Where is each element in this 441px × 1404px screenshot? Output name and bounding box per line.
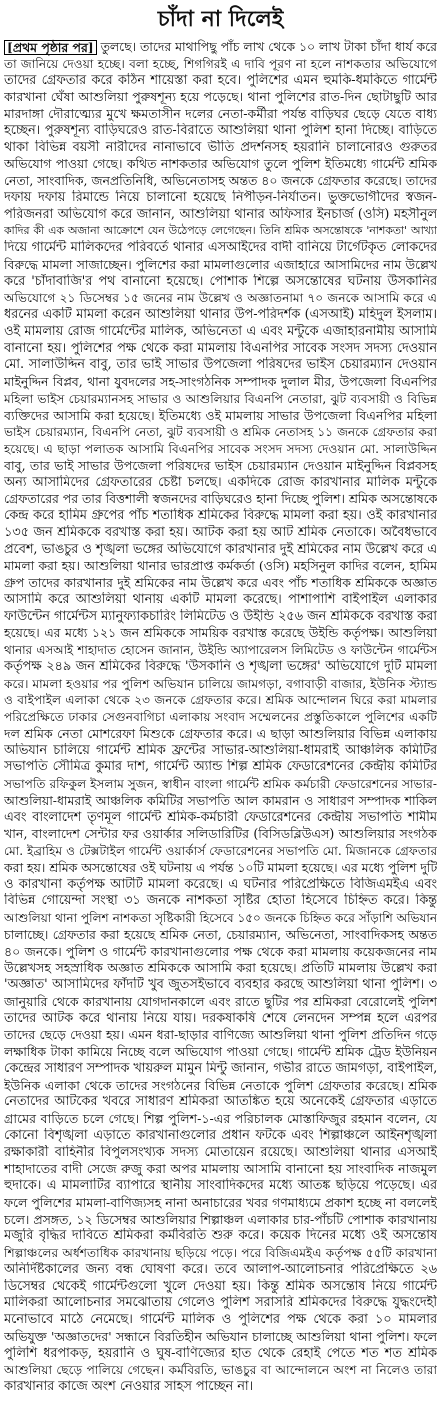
headline: চাঁদা না দিলেই: [157, 6, 284, 32]
text-line: কোনো বিশৃঙ্খলা এড়াতে কারখানাগুলোর প্রধান ফটকে এবং শিল্পাঞ্চলে আইনশৃঙ্খলা: [4, 1127, 437, 1143]
text-line: এবং বাংলাদেশ তৃণমূল গার্মেন্ট শ্রমিক-কর্মচারী ফেডারেশনের কেন্দ্রীয় সভাপতি শামীম: [4, 809, 437, 825]
text-line: থাকা বিভিন্ন বয়সী নারীদের নানাভাবে ভীতি প্রদর্শনসহ হয়রানি চালানোরও গুরুতর: [4, 139, 437, 155]
text-line: কর্তৃপক্ষ ২৪৯ জন শ্রমিকের বিরুদ্ধে 'উসকানি ও শৃঙ্খলা ভঙ্গের' অভিযোগে দুটি মামলা: [4, 658, 437, 674]
text-line: মো. ইব্রাহিম ও টেক্সটাইল গার্মেন্ট ওয়ার্কার্স ফেডারেশনের সভাপতি মো. মিজানকে গ্রেফতার: [4, 844, 437, 858]
text-line: আশুলিয়া ছেড়ে পালিয়ে গেছেন। কর্মবিরতি, ভাঙচুর বা আন্দোলনে অংশ না নিলেও তারা: [4, 1363, 437, 1378]
text-line: অনির্দিষ্টকালের জন্য বন্ধ ঘোষণা করে। তবে আলাপ-আলোচনার পরিপ্রেক্ষিতে ২৬: [4, 1261, 437, 1277]
text-line-first: [4, 39, 437, 56]
text-line: দফায় দফায় রিমান্ডে নিয়ে চালানো হয়েছে নিপীড়ন-নির্যাতন। ভুক্তভোগীদের স্বজন-: [4, 189, 437, 205]
text-line: মামলা করা হয়। আশুলিয়া থানার ভারপ্রাপ্ত কর্মকর্তা (ওসি) মহসিনুল কাদির বলেন, হামিম: [4, 558, 437, 574]
text-line: লক্ষাধিক টাকা কামিয়ে নিচ্ছে বলে অভিযোগ পাওয়া গেছে। গার্মেন্ট শ্রমিক ট্রেড ইউনিয়ন: [4, 1044, 437, 1059]
text-line: মো. সালাউদ্দিন বাবু, তার ভাই সাভার উপজেলা পরিষদের ভাইস চেয়ারম্যান দেওয়ান: [4, 357, 437, 373]
text-line: ১৩৫ জন শ্রমিককে বরখাস্ত করা হয়। আটক করা হয় আট শ্রমিক নেতাকে। অবৈধভাবে: [4, 524, 437, 540]
text-line: অভিযান চালিয়ে গার্মেন্ট শ্রমিক ফ্রন্টের সাভার-আশুলিয়া-ধামরাই আঞ্চলিক কমিটির: [4, 742, 437, 758]
text-line: খান, বাংলাদেশ সেন্টার ফর ওয়ার্কার সলিডারিটির (বিসিডব্লিউএস) আশুলিয়ার সংগঠক: [4, 826, 437, 842]
text-line: করে 'চাঁদাবাজি'র পথ বানানো হয়েছে। পোশাক শিল্পে অসন্তোষের ঘটনায় উসকানির: [4, 273, 437, 289]
text-line: আশুলিয়া থানা পুলিশ নাশকতা সৃষ্টিকারী হিসেবে ১৫০ জনকে চিহ্নিত করে সাঁড়াশি অভিযান: [4, 911, 437, 925]
text-line: পরিপ্রেক্ষিতে ঢাকার সেগুনবাগিচা এলাকায় সংবাদ সম্মেলনের প্রস্তুতিকালে পুলিশের একটি: [4, 710, 437, 724]
text-line: বিভিন্ন গোয়েন্দা সংস্থা ৩১ জনকে নাশকতা সৃষ্টির হোতা হিসেবে চিহ্নিত করে। কিন্তু: [4, 893, 437, 909]
text-line: বানানো হয়। পুলিশের পক্ষ থেকে করা মামলায় বিএনপির সাবেক সংসদ সদস্য দেওয়ান: [4, 340, 437, 356]
text-line: দল শ্রমিক নেতা মোশরেফা মিশুকে গ্রেফতার করে। এ ছাড়া আশুলিয়ার বিভিন্ন এলাকায়: [4, 725, 437, 741]
text-line: চালাচ্ছে। গ্রেফতার করা হয়েছে শ্রমিক নেতা, চেয়ারম্যান, অভিনেতা, সাংবাদিকসহ অন্তত: [4, 926, 437, 942]
text-line: ইউনিক এলাকা থেকে তাদের সংগঠনের বিভিন্ন নেতাকে পুলিশ গ্রেফতার করেছে। শ্রমিক: [4, 1077, 437, 1093]
text-line: সভাপতি রফিকুল ইসলাম সুজন, স্বাধীন বাংলা গার্মেন্ট শ্রমিক কর্মচারী ফেডারেশনের সাভার-: [4, 777, 437, 791]
text-line: দিয়ে গার্মেন্ট মালিকদের পরিবর্তে থানার এসআইদের বাদী বানিয়ে টার্গেটকৃত লোকদের: [4, 240, 437, 255]
text-line: 'অজ্ঞাত' আসামিদের ফাঁদটি খুব জুতসইভাবে ব্যবহার করছে আশুলিয়া থানা পুলিশ। ৩: [4, 977, 437, 992]
text-line: হয়েছে। এর মধ্যে ১২১ জন শ্রমিককে সাময়িক বরখাস্ত করেছে উইন্ডি কর্তৃপক্ষ। আশুলিয়া: [4, 625, 437, 641]
text-line: গ্রুপ তাদের কারখানার দুই শ্রমিকের নাম উল্লেখ করে এবং পাঁচ শতাধিক শ্রমিককে অজ্ঞাত: [4, 575, 437, 590]
text-line: রক্ষাকারী বাহিনীর বিপুলসংখ্যক সদস্য মোতায়েন রয়েছে। আশুলিয়া থানার এসআই: [4, 1144, 437, 1160]
text-line: মজুরি বৃদ্ধির দাবিতে শ্রমিকরা কর্মবিরতি শুরু করে। কয়েক দিনের মধ্যে ওই অসন্তোষ: [4, 1228, 437, 1244]
text-line: গ্রামের বাড়িতে চলে গেছে। শিল্প পুলিশ-১-এর পরিচালক মোস্তাফিজুর রহমান বলেন, যে: [4, 1111, 437, 1126]
text-line: ব্যক্তিদের আসামি করা হয়েছে। ইতিমধ্যে ওই মামলায় সাভার উপজেলা বিএনপির মহিলা: [4, 407, 437, 423]
text-line: শিল্পাঞ্চলের অর্ধশতাধিক কারখানায় ছড়িয়ে পড়ে। পরে বিজিএমইএ কর্তৃপক্ষ ৫৫টি কারখানা: [4, 1246, 437, 1260]
text-line: কারখানা ঘেঁষা আশুলিয়া পুরুষশূন্য হয়ে পড়েছে। থানা পুলিশের রাত-দিন ছোটাছুটি আর: [4, 89, 437, 105]
text-line: মাইনুদ্দিন বিপ্লব, থানা যুবদলের সহ-সাংগঠনিক সম্পাদক দুলাল মীর, উপজেলা বিএনপির: [4, 374, 437, 389]
text-line: কেন্দ্রের সাধারণ সম্পাদক খায়রুল মামুন মিন্টু জানান, গভীর রাতে জামগড়া, বাইপাইল,: [4, 1060, 437, 1076]
text-line-content: তুলছে। তাদের মাথাপিছু পাঁচ লাখ থেকে ১০ লাখ টাকা চাঁদা ধার্য করে: [100, 39, 437, 54]
text-line: তাদের গ্রেফতার করে কঠিন শায়েস্তা করা হবে। পুলিশের এমন হুমকি-ধমকিতে গার্মেন্ট: [4, 72, 437, 88]
text-line: করা হয়। শ্রমিক অসন্তোষের ওই ঘটনায় এ পর্যন্ত ১০টি মামলা হয়েছে। এর মধ্যে পুলিশ দুটি: [4, 859, 437, 875]
text-line: ও কারখানা কর্তৃপক্ষ আটটি মামলা করেছে। এ ঘটনার পরিপ্রেক্ষিতে বিজিএমইএ এবং: [4, 876, 437, 892]
text-line: ফলে পুলিশের মামলা-বাণিজ্যসহ নানা অনাচারের খবর গণমাধ্যমে প্রকাশ হচ্ছে না বললেই: [4, 1194, 437, 1210]
text-line: তাদের ছেড়ে দেওয়া হয়। এমন ধরা-ছাড়ার বাণিজ্যে আশুলিয়া থানা পুলিশ প্রতিদিন গড়ে: [4, 1027, 437, 1043]
text-line: অভিযোগে ২১ ডিসেম্বর ১৫ জনের নাম উল্লেখ ও অজ্ঞাতনামা ৭০ জনকে আসামি করে এ: [4, 291, 437, 306]
text-line: হয়েছে। এ ছাড়া পলাতক আসামি বিএনপির সাবেক সংসদ সদস্য দেওয়ান মো. সালাউদ্দিন: [4, 442, 437, 456]
text-line: কারখানার কাজে অংশ নেওয়ার সাহস পাচ্ছেন না।: [4, 1379, 254, 1394]
text-line: মহিলা ভাইস চেয়ারম্যানসহ সাভার ও আশুলিয়ার বিএনপি নেতারা, ঝুট ব্যবসায়ী ও বিভিন্ন: [4, 391, 437, 406]
text-line: উল্লেখসহ সহস্রাধিক অজ্ঞাত শ্রমিককে আসামি করা হয়েছে। প্রতিটি মামলায় উল্লেখ করা: [4, 960, 437, 976]
text-line: জানুয়ারি থেকে কারখানায় যোগদানকালে এবং রাতে ছুটির পর শ্রমিকরা বেরোলেই পুলিশ: [4, 993, 437, 1009]
text-line: কেন্দ্র করে হামিম গ্রুপের পাঁচ শতাধিক শ্রমিকের বিরুদ্ধে মামলা করা হয়। ওই কারখানার: [4, 508, 437, 523]
text-line: নেতা, সাংবাদিক, জনপ্রতিনিধি, অভিনেতাসহ অন্তত ৪০ জনকে গ্রেফতার করেছে। তাদের: [4, 173, 437, 188]
text-line: নেতাদের আটকের খবরে সাধারণ শ্রমিকরা আতঙ্কিত হয়ে অনেকেই গ্রেফতার এড়াতে: [4, 1094, 437, 1110]
text-line: ফাউন্টেন গার্মেন্টস ম্যানুফ্যাকচারিং লিমিটেড ও উইন্ডি ২৫৬ জন শ্রমিককে বরখাস্ত করা: [4, 608, 437, 624]
text-line: আসামি করে আশুলিয়া থানায় একটি মামলা করেছে। পাশাপাশি বাইপাইল এলাকার: [4, 591, 437, 607]
text-line: সভাপতি সৌমিত্র কুমার দাশ, গার্মেন্ট অ্যান্ড শিল্প শ্রমিক ফেডারেশনের কেন্দ্রীয় কমিটির: [4, 759, 437, 775]
text-line: প্রবেশ, ভাঙচুর ও শৃঙ্খলা ভঙ্গের অভিযোগে কারখানার দুই শ্রমিকের নাম উল্লেখ করে এ: [4, 541, 437, 557]
text-line: চলে। প্রসঙ্গত, ১২ ডিসেম্বর আশুলিয়ার শিল্পাঞ্চল এলাকার চার-পাঁচটি পোশাক কারখানায়: [4, 1211, 437, 1227]
text-line: ওই মামলায় রোজ গার্মেন্টের মালিক, অভিনেতা এ এবং মন্টুকে এজাহারনামীয় আসামি: [4, 323, 437, 339]
text-line: ৪০ জনকে। পুলিশ ও গার্মেন্ট কারখানাগুলোর পক্ষ থেকে করা মামলায় কয়েকজনের নাম: [4, 943, 437, 959]
text-line: বাবু, তার ভাই সাভার উপজেলা পরিষদের ভাইস চেয়ারম্যান দেওয়ান মাইনুদ্দিন বিপ্লবসহ: [4, 457, 437, 473]
continued-from-page-label: [প্রথম পৃষ্ঠার পর]: [4, 40, 97, 55]
text-line: গ্রেফতারের পর তার বিত্তশালী স্বজনদের বাড়িঘরেও হানা দিচ্ছে পুলিশ। শ্রমিক অসন্তোষকে: [4, 491, 437, 507]
text-line: বিরুদ্ধে মামলা সাজাচ্ছেন। পুলিশের করা মামলাগুলোর এজাহারে আসামিদের নাম উল্লেখ: [4, 256, 437, 272]
text-line: অভিযুক্ত 'অজ্ঞাতদের' সন্ধানে বিরতিহীন অভিযান চালাচ্ছে আশুলিয়া থানা পুলিশ। ফলে: [4, 1328, 437, 1344]
text-line: ডিসেম্বর থেকেই গার্মেন্টগুলো খুলে দেওয়া হয়। কিন্তু শ্রমিক অসন্তোষ নিয়ে গার্মেন্ট: [4, 1278, 437, 1294]
text-line: ও বাইপাইল এলাকা থেকে ২৩ জনকে গ্রেফতার করে। শ্রমিক আন্দোলন ঘিরে করা মামলার: [4, 693, 437, 708]
text-line: তাদের আটক করে থানায় নিয়ে যায়। দরকষাকষি শেষে লেনদেন সম্পন্ন হলে এরপর: [4, 1010, 437, 1026]
text-line: করে। মামলা হওয়ার পর পুলিশ অভিযান চালিয়ে জামগড়া, বগাবাড়ী বাজার, ইউনিক স্ট্যান্ড: [4, 676, 437, 691]
text-line: মনোভাবে মাঠে নেমেছে। গার্মেন্ট মালিক ও পুলিশের পক্ষ থেকে করা ১০ মামলার: [4, 1312, 437, 1327]
text-line: কাদির কী এক অজানা আক্রোশে যেন উঠেপড়ে লেগেছেন। তিনি শ্রমিক অসন্তোষকে 'নাশকতা' আখ্যা: [4, 224, 437, 238]
text-line: হচ্ছেন। পুরুষশূন্য বাড়িঘরেও রাত-বিরাতে আশুলিয়া থানা পুলিশ হানা দিচ্ছে। বাড়িতে: [4, 122, 437, 138]
text-line: হুদাকে। এ মামলাটির ব্যাপারে স্থানীয় সাংবাদিকদের মধ্যে আতঙ্ক ছড়িয়ে পড়েছে। এর: [4, 1178, 437, 1193]
text-line: ভাইস চেয়ারম্যান, বিএনপি নেতা, ঝুট ব্যবসায়ী ও শ্রমিক নেতাসহ ১১ জনকে গ্রেফতার করা: [4, 425, 437, 440]
text-line: পরিজনরা অভিযোগ করে জানান, আশুলিয়া থানার অফিসার ইনচার্জ (ওসি) মহসীনুল: [4, 206, 437, 222]
text-line: মালিকরা আলোচনার সমঝোতায় গেলেও পুলিশ সরাসরি শ্রমিকদের বিরুদ্ধে যুদ্ধংদেহী: [4, 1295, 437, 1311]
text-line: ধরনের একটি মামলা করেন আশুলিয়া থানার উপ-পরিদর্শক (এসআই) মহিদুল ইসলাম।: [4, 307, 437, 322]
text-line: তা জানিয়ে দেওয়া হচ্ছে। বলা হচ্ছে, শিগগিরই এ দাবি পূরণ না হলে নাশকতার অভিযোগে: [4, 56, 437, 71]
text-line: অভিযোগ পাওয়া গেছে। কথিত নাশকতার অভিযোগ তুলে পুলিশ ইতিমধ্যে গার্মেন্ট শ্রমিক: [4, 156, 437, 172]
text-line: পুলিশি ধরপাকড়, হয়রানি ও ঘুষ-বাণিজ্যের হাত থেকে রেহাই পেতে শত শত শ্রমিক: [4, 1345, 437, 1361]
text-line: শাহাদাতের বাদী সেজে রুজু করা অপর মামলায় আসামি বানানো হয় সাংবাদিক নাজমুল: [4, 1161, 437, 1177]
text-line: মারদাঙ্গা দৌরাত্ম্যের মুখে ক্ষমতাসীন দলের নেতা-কর্মীরা পর্যন্ত বাড়িঘর ছেড়ে যেতে বাধ্য: [4, 106, 437, 121]
article-body: [4, 39, 437, 1399]
text-line: আশুলিয়া-ধামরাই আঞ্চলিক কমিটির সভাপতি আল কামরান ও সাধারণ সম্পাদক শাকিল: [4, 792, 437, 808]
text-line: অন্য আসামিদের গ্রেফতারের চেষ্টা চলছে। একদিকে রোজ কারখানার মালিক মন্টুকে: [4, 474, 437, 490]
text-line: থানার এসআই শাহাদাত হোসেন জানান, উইন্ডি অ্যাপারেলস লিমিটেড ও ফাউন্টেন গার্মেন্টস: [4, 643, 437, 657]
